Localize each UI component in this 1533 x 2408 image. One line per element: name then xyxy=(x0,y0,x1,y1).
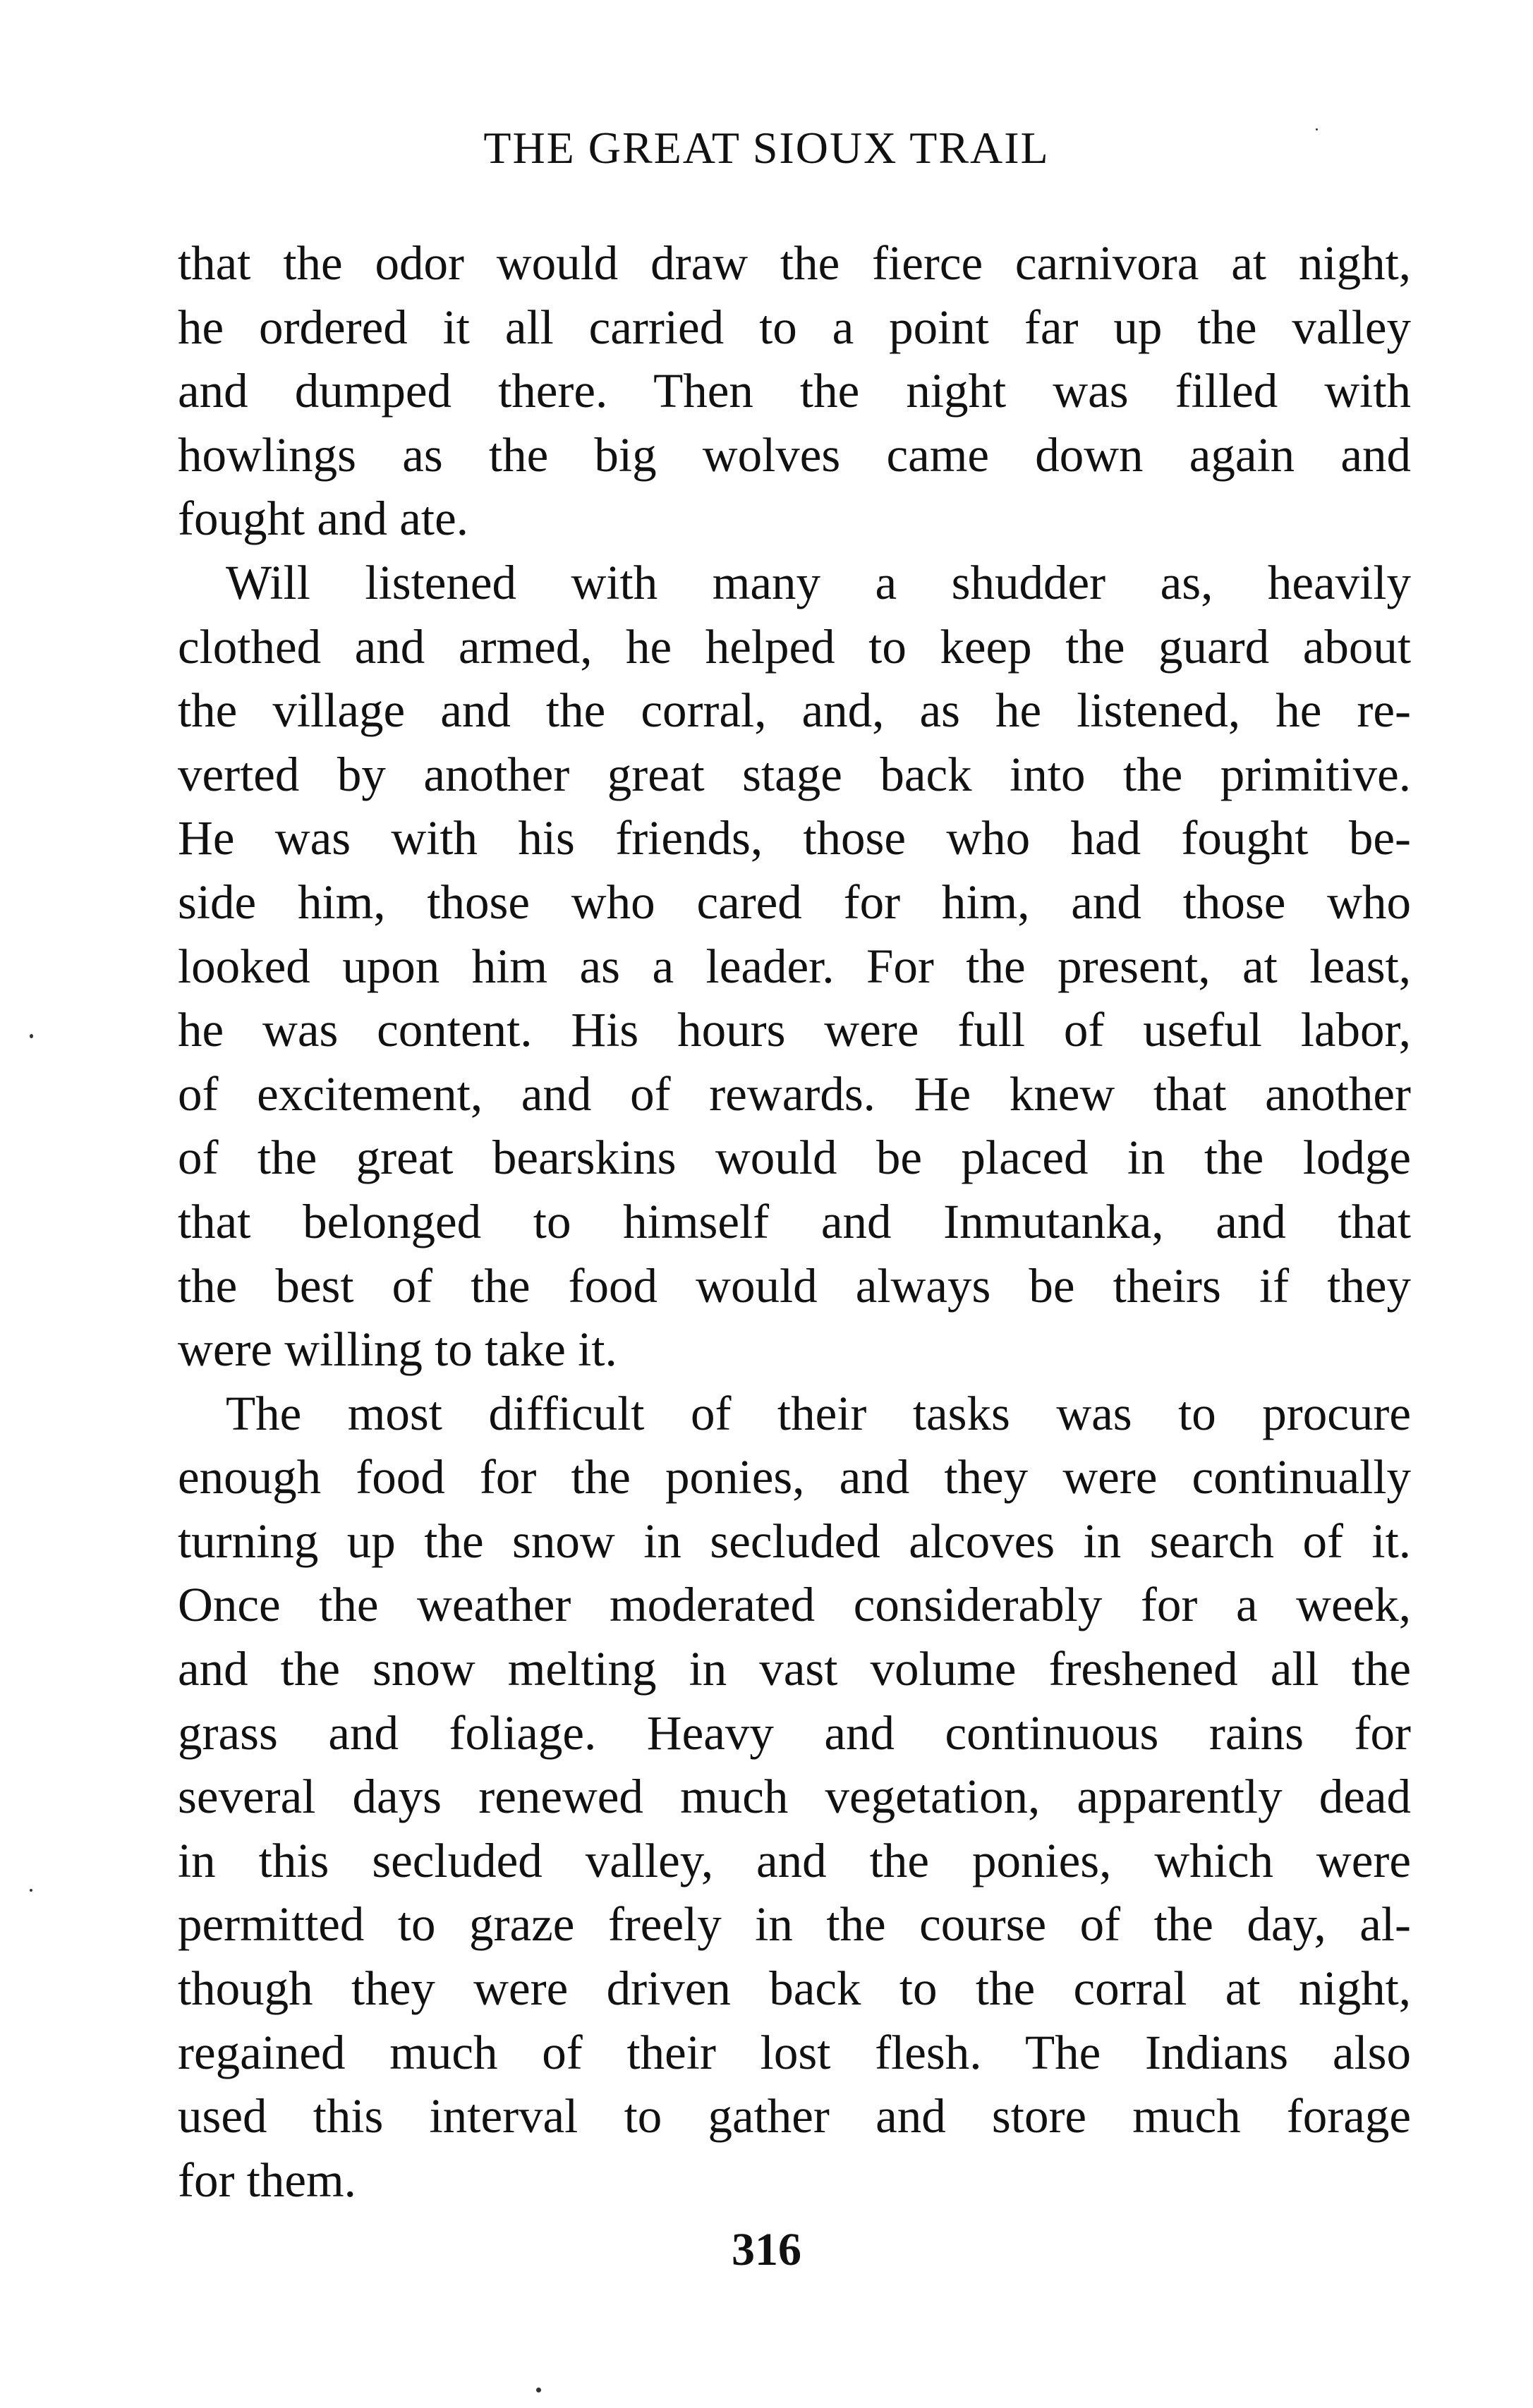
text-line: the village and the corral, and, as he listened, he re- xyxy=(178,683,1411,738)
scan-speck xyxy=(30,1034,33,1038)
body-text xyxy=(178,231,1411,2212)
text-line: used this interval to gather and store much forage xyxy=(178,2089,1411,2144)
scan-speck xyxy=(30,1889,32,1892)
text-line: were willing to take it. xyxy=(178,1322,617,1377)
text-line: and dumped there. Then the night was filled with xyxy=(178,364,1411,418)
paragraph-3 xyxy=(178,1382,1411,2213)
scan-speck xyxy=(536,2388,541,2392)
text-line: enough food for the ponies, and they were continually xyxy=(178,1450,1411,1504)
text-line: that belonged to himself and Inmutanka, and that xyxy=(178,1194,1411,1248)
text-line: he ordered it all carried to a point far up the valley xyxy=(178,300,1411,354)
scan-speck xyxy=(1316,128,1318,130)
text-line: regained much of their lost flesh. The Indians also xyxy=(178,2025,1411,2079)
paragraph-1 xyxy=(178,231,1411,551)
text-line: looked upon him as a leader. For the present, at least, xyxy=(178,939,1411,993)
text-line: permitted to graze freely in the course of the day, al- xyxy=(178,1897,1411,1952)
text-line: side him, those who cared for him, and those who xyxy=(178,875,1411,929)
text-line: The most difficult of their tasks was to procure xyxy=(226,1386,1411,1440)
text-line: several days renewed much vegetation, apparently dead xyxy=(178,1770,1411,1824)
paragraph-2 xyxy=(178,551,1411,1382)
text-line: clothed and armed, he helped to keep the guard about xyxy=(178,619,1411,674)
text-line: and the snow melting in vast volume freshened all the xyxy=(178,1642,1411,1696)
text-line: of excitement, and of rewards. He knew that another xyxy=(178,1066,1411,1121)
text-line: that the odor would draw the fierce carnivora at night, xyxy=(178,236,1411,290)
text-line: Will listened with many a shudder as, heavily xyxy=(226,555,1411,609)
text-line: he was content. His hours were full of useful labor, xyxy=(178,1003,1411,1057)
text-line: the best of the food would always be theirs if they xyxy=(178,1258,1411,1313)
text-line: for them. xyxy=(178,2153,356,2207)
text-line: He was with his friends, those who had fought be- xyxy=(178,811,1411,865)
text-line: howlings as the big wolves came down again and xyxy=(178,427,1411,482)
running-head: THE GREAT SIOUX TRAIL xyxy=(483,123,1050,173)
page-number: 316 xyxy=(732,2224,801,2275)
text-line: in this secluded valley, and the ponies, which were xyxy=(178,1833,1411,1887)
text-line: grass and foliage. Heavy and continuous rains for xyxy=(178,1705,1411,1760)
text-line: turning up the snow in secluded alcoves in search of it. xyxy=(178,1514,1411,1568)
text-line: of the great bearskins would be placed in the lodge xyxy=(178,1131,1411,1185)
text-line: verted by another great stage back into the primitive. xyxy=(178,747,1411,801)
text-line: though they were driven back to the corral at night, xyxy=(178,1962,1411,2016)
text-line: fought and ate. xyxy=(178,492,468,546)
text-line: Once the weather moderated considerably for a week, xyxy=(178,1578,1411,1632)
